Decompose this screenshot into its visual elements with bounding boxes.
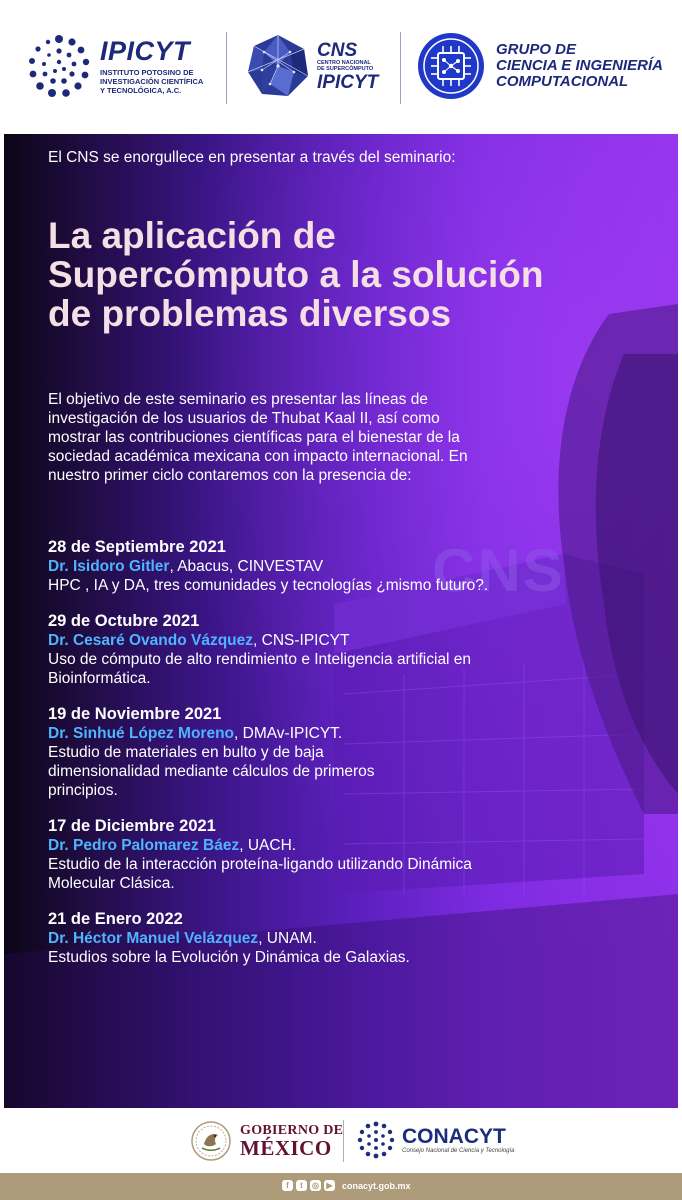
- ipicyt-subtitle-line: INVESTIGACIÓN CIENTÍFICA: [100, 76, 204, 86]
- cns-subtitle-line: CENTRO NACIONAL: [317, 59, 371, 66]
- session-item: [48, 705, 518, 800]
- gcic-logo[interactable]: [416, 28, 663, 104]
- session-topic: Estudio de la interacción proteína-ligando utilizando Dinámica Molecular Clásica.: [48, 856, 472, 892]
- website-link[interactable]: conacyt.gob.mx: [342, 1180, 411, 1191]
- gcic-title-line: GRUPO DE: [496, 41, 577, 58]
- session-item: [48, 612, 518, 688]
- seminar-title: La aplicación de Supercómputo a la solución de problemas diversos: [48, 215, 544, 334]
- ipicyt-logo[interactable]: [24, 28, 203, 104]
- footer-divider: [343, 1120, 344, 1162]
- ipicyt-title: IPICYT: [100, 35, 191, 66]
- session-item: [48, 910, 518, 967]
- conacyt-title: CONACYT: [402, 1124, 506, 1148]
- header-divider: [400, 32, 401, 104]
- conacyt-subtitle: Consejo Nacional de Ciencia y Tecnología: [402, 1147, 515, 1154]
- seminar-description: El objetivo de este seminario es presentar las líneas de investigación de los usuarios de Thubat Kaal II, así como mostrar las contribuciones científicas para el bienestar de la sociedad académica mexicana con impacto internacional. En nuestro primer ciclo contaremos con la presencia de:: [48, 391, 468, 484]
- header-divider: [226, 32, 227, 104]
- mexico-text: MÉXICO: [240, 1136, 332, 1160]
- cns-logo[interactable]: [244, 28, 378, 104]
- speaker-name: Dr. Cesaré Ovando Vázquez: [48, 632, 254, 649]
- speaker-name: Dr. Héctor Manuel Velázquez: [48, 930, 259, 947]
- session-date: 19 de Noviembre 2021: [48, 705, 222, 723]
- session-date: 21 de Enero 2022: [48, 910, 183, 928]
- session-topic: HPC , IA y DA, tres comunidades y tecnologías ¿mismo futuro?.: [48, 577, 489, 594]
- session-topic: Estudios sobre la Evolución y Dinámica de Galaxias.: [48, 949, 410, 966]
- ipicyt-subtitle-line: Y TECNOLÓGICA, A.C.: [100, 85, 182, 95]
- session-date: 28 de Septiembre 2021: [48, 538, 226, 556]
- conacyt-dots-icon: [356, 1120, 396, 1160]
- header: [0, 0, 682, 134]
- cns-title: CNS: [317, 39, 358, 61]
- seminar-panel: [4, 134, 678, 1108]
- ipicyt-dots-icon: [24, 31, 94, 101]
- session-topic: Estudio de materiales en bulto y de baja dimensionalidad mediante cálculos de primeros principios.: [48, 744, 375, 799]
- speaker-affiliation: , CNS-IPICYT: [253, 632, 350, 649]
- gcic-title: [496, 42, 663, 90]
- mexico-coat-of-arms-icon: [190, 1120, 232, 1162]
- speaker-name: Dr. Sinhué López Moreno: [48, 725, 235, 742]
- session-speaker-line: [48, 631, 518, 650]
- sessions-list: [48, 538, 518, 967]
- cns-polyhedron-icon: [244, 32, 312, 100]
- footer: [0, 1108, 682, 1200]
- intro-text: El CNS se enorgullece en presentar a través del seminario:: [48, 149, 456, 166]
- session-topic: Uso de cómputo de alto rendimiento e Inteligencia artificial en Bioinformática.: [48, 651, 472, 687]
- speaker-affiliation: , UNAM.: [258, 930, 317, 947]
- instagram-icon[interactable]: ◎: [310, 1180, 321, 1191]
- session-speaker-line: [48, 836, 518, 855]
- gcic-chip-icon: [416, 31, 486, 101]
- session-speaker-line: [48, 929, 518, 948]
- speaker-name: Dr. Pedro Palomarez Báez: [48, 837, 240, 854]
- gobierno-text: GOBIERNO DE: [240, 1123, 344, 1138]
- speaker-affiliation: , UACH.: [239, 837, 297, 854]
- building-sign: CNS: [432, 537, 565, 604]
- cns-subtitle-line: DE SUPERCÓMPUTO: [317, 66, 374, 72]
- session-speaker-line: [48, 724, 518, 743]
- conacyt-logo[interactable]: [356, 1120, 515, 1160]
- youtube-icon[interactable]: ▶: [324, 1180, 335, 1191]
- facebook-icon[interactable]: f: [282, 1180, 293, 1191]
- cns-subtitle: [317, 60, 378, 73]
- session-date: 17 de Diciembre 2021: [48, 817, 216, 835]
- speaker-affiliation: , Abacus, CINVESTAV: [169, 558, 324, 575]
- gobierno-de-mexico-logo[interactable]: [190, 1120, 343, 1162]
- gcic-title-line: COMPUTACIONAL: [496, 73, 629, 90]
- social-links: [282, 1180, 411, 1191]
- ipicyt-subtitle-line: INSTITUTO POTOSINO DE: [100, 67, 194, 77]
- session-date: 29 de Octubre 2021: [48, 612, 200, 630]
- speaker-name: Dr. Isidoro Gitler: [48, 558, 170, 575]
- cns-org: IPICYT: [317, 71, 379, 93]
- ipicyt-subtitle: [100, 68, 203, 95]
- session-speaker-line: [48, 557, 518, 576]
- session-item: [48, 817, 518, 893]
- twitter-icon[interactable]: t: [296, 1180, 307, 1191]
- gcic-title-line: CIENCIA E INGENIERÍA: [496, 57, 663, 74]
- speaker-affiliation: , DMAv-IPICYT.: [234, 725, 343, 742]
- session-item: [48, 538, 518, 595]
